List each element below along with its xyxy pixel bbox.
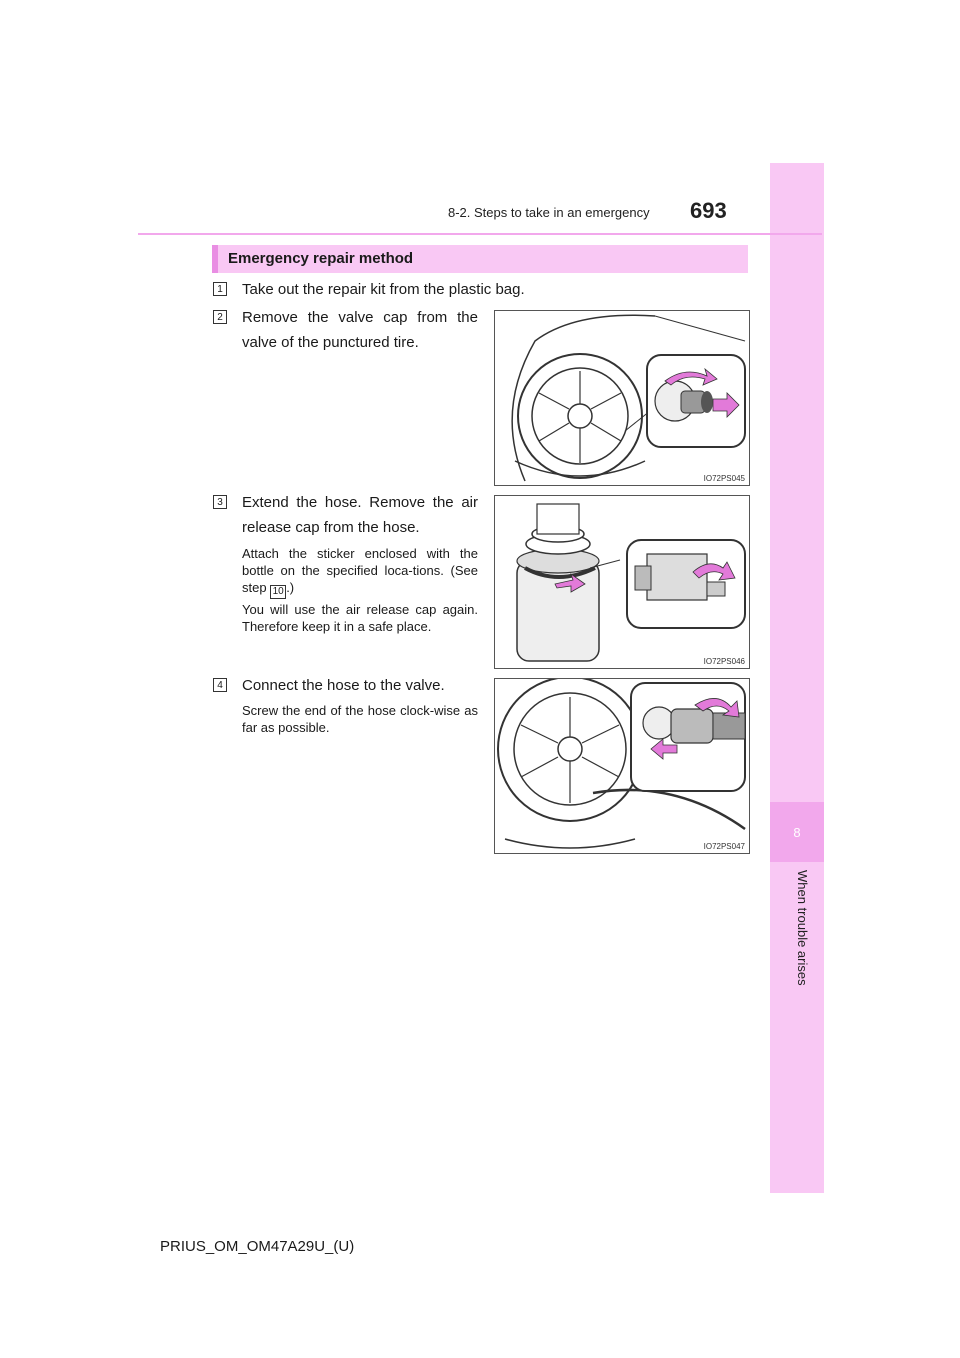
image-code: IO72PS045 [703, 474, 745, 483]
step-2-text: Remove the valve cap from the valve of the punctured tire. [242, 309, 478, 351]
illustration-connect-hose [494, 678, 750, 854]
step-number-3: 3 [213, 495, 227, 509]
image-code: IO72PS046 [703, 657, 745, 666]
side-tab [770, 163, 824, 1193]
chapter-number: 8 [770, 802, 824, 862]
step-3-note-1: Attach the sticker enclosed with the bottle on the specified loca-tions. (See step 10 .) [242, 546, 478, 597]
step-number-2: 2 [213, 310, 227, 324]
chapter-label: When trouble arises [795, 870, 810, 986]
image-code: IO72PS047 [703, 842, 745, 851]
step-4-text: Connect the hose to the valve. [242, 677, 445, 694]
step-number-4: 4 [213, 678, 227, 692]
document-code: PRIUS_OM_OM47A29U_(U) [160, 1238, 355, 1255]
step-1-text: Take out the repair kit from the plastic bag. [242, 281, 525, 298]
header-rule [138, 233, 822, 235]
step-number-1: 1 [213, 282, 227, 296]
step-4-note-1: Screw the end of the hose clock-wise as far as possible. [242, 703, 478, 735]
section-heading: 8-2. Steps to take in an emergency [448, 205, 650, 220]
page-number: 693 [690, 198, 727, 223]
illustration-valve-cap [494, 310, 750, 486]
step-3-text: Extend the hose. Remove the air release cap from the hose. [242, 494, 478, 536]
step-ref: 10 [270, 585, 286, 599]
section-title: Emergency repair method [212, 245, 748, 273]
illustration-hose-cap [494, 495, 750, 669]
step-3-note-2: You will use the air release cap again. Therefore keep it in a safe place. [242, 602, 478, 634]
